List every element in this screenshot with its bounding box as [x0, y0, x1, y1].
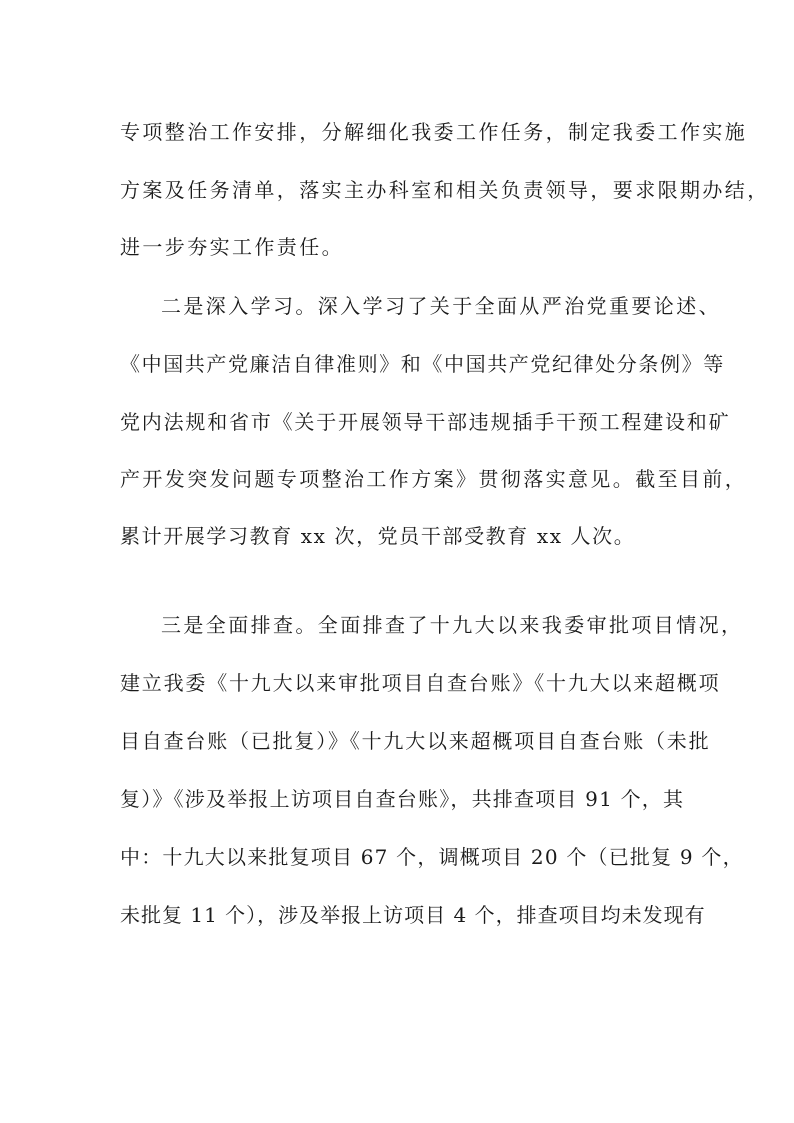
- paragraph-line: 三是全面排查。全面排查了十九大以来我委审批项目情况，: [161, 613, 744, 637]
- paragraph-line: 未批复 11 个），涉及举报上访项目 4 个，排查项目均未发现有: [120, 903, 706, 927]
- paragraph-line: 方案及任务清单，落实主办科室和相关负责领导，要求限期办结，: [120, 178, 770, 202]
- paragraph-line: 进一步夯实工作责任。: [120, 235, 344, 259]
- paragraph-line: 党内法规和省市《关于开展领导干部违规插手干预工程建设和矿: [120, 410, 731, 434]
- paragraph-line: 建立我委《十九大以来审批项目自查台账》《十九大以来超概项: [120, 671, 721, 695]
- paragraph-line: 中：十九大以来批复项目 67 个，调概项目 20 个（已批复 9 个，: [120, 845, 744, 869]
- paragraph-line: 产开发突发问题专项整治工作方案》贯彻落实意见。截至目前，: [120, 467, 748, 491]
- paragraph-line: 《中国共产党廉洁自律准则》和《中国共产党纪律处分条例》等: [120, 352, 725, 376]
- paragraph-line: 累计开展学习教育 xx 次，党员干部受教育 xx 人次。: [120, 524, 636, 548]
- paragraph-line: 专项整治工作安排，分解细化我委工作任务，制定我委工作实施: [120, 120, 748, 144]
- paragraph-line: 复）》《涉及举报上访项目自查台账》，共排查项目 91 个，其: [120, 787, 685, 811]
- paragraph-line: 目自查台账（已批复）》《十九大以来超概项目自查台账（未批: [120, 729, 711, 753]
- paragraph-line: 二是深入学习。深入学习了关于全面从严治党重要论述、: [161, 294, 721, 318]
